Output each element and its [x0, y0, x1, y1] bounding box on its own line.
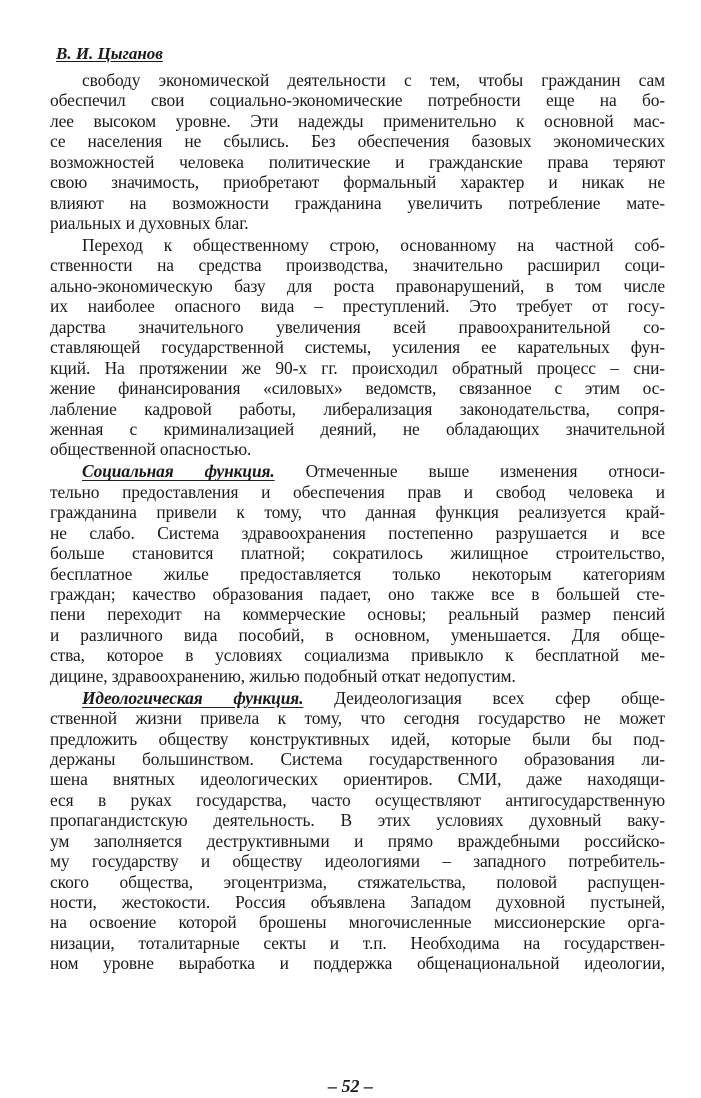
text-line: дарства значительного увеличения всей правоохранительной со- — [50, 316, 665, 337]
text-line: возможностей человека политические и гражданские права теряют — [50, 151, 665, 172]
section-heading: Идеологическая функция. — [82, 687, 304, 708]
text-line: не слабо. Система здравоохранения постепенно разрушается и все — [50, 522, 665, 543]
text-line: ства, которое в условиях социализма привыкло к бесплатной ме- — [50, 645, 665, 666]
page-body — [50, 70, 665, 975]
text-line: влияют на возможности гражданина увеличить потребление мате- — [50, 192, 665, 213]
text-line: ставляющей государственной системы, усиления ее карательных фун- — [50, 337, 665, 358]
paragraph — [50, 235, 665, 460]
text-line-rest: Отмеченные выше изменения относи- — [274, 461, 665, 482]
text-line: больше становится платной; сократилось жилищное строительство, — [50, 543, 665, 564]
text-line: се населения не сбылись. Без обеспечения базовых экономических — [50, 131, 665, 152]
text-line: ально-экономическую базу для роста правонарушений, в том числе — [50, 275, 665, 296]
text-line — [50, 461, 665, 481]
text-line — [50, 688, 665, 708]
text-line: еся в руках государства, часто осуществляют антигосударственную — [50, 789, 665, 810]
text-line: низации, тоталитарные секты и т.п. Необходима на государствен- — [50, 932, 665, 953]
text-line: риальных и духовных благ. — [50, 213, 249, 234]
text-line: шена внятных идеологических ориентиров. СМИ, даже находящи- — [50, 769, 665, 790]
text-line: женная с криминализацией деяний, не обладающих значительной — [50, 418, 665, 439]
text-line-rest: Деидеологизация всех сфер обще- — [303, 687, 665, 708]
text-line: жение финансирования «силовых» ведомств, связанное с этим ос- — [50, 378, 665, 399]
text-line: свою значимость, приобретают формальный характер и никак не — [50, 172, 665, 193]
text-line: кций. На протяжении же 90-х гг. происходил обратный процесс – сни- — [50, 357, 665, 378]
text-line: ном уровне выработка и поддержка общенациональной идеологии, — [50, 953, 665, 974]
text-line: их наиболее опасного вида – преступлений. Это требует от госу- — [50, 296, 665, 317]
text-line: пропагандистскую деятельность. В этих условиях духовный ваку- — [50, 810, 665, 831]
text-line: му государству и обществу идеологиями – западного потребитель- — [50, 851, 665, 872]
text-line: предложить обществу конструктивных идей, которые были бы под- — [50, 728, 665, 749]
text-line: держаны большинством. Система государственного образования ли- — [50, 748, 665, 769]
paragraph — [50, 688, 665, 974]
text-line: ственной жизни привела к тому, что сегодня государство не может — [50, 708, 665, 729]
text-line: Переход к общественному строю, основанному на частной соб- — [82, 235, 665, 255]
paragraph-gap — [50, 974, 665, 976]
text-line: общественной опасностью. — [50, 439, 252, 460]
text-line: обеспечил свои социально-экономические потребности еще на бо- — [50, 90, 665, 111]
text-line: дицине, здравоохранению, жилью подобный откат недопустим. — [50, 665, 516, 686]
text-line: лее высоком уровне. Эти надежды применительно к основной мас- — [50, 110, 665, 131]
text-line: бесплатное жилье предоставляется только некоторым категориям — [50, 563, 665, 584]
text-line: ности, жестокости. Россия объявлена Западом духовной пустыней, — [50, 892, 665, 912]
text-line: и различного вида пособий, в основном, уменьшается. Для обще- — [50, 624, 665, 645]
text-line: гражданина привели к тому, что данная функция реализуется край- — [50, 502, 665, 523]
text-line: ского общества, эгоцентризма, стяжательства, половой распущен- — [50, 871, 665, 892]
paragraph — [50, 461, 665, 686]
text-line: граждан; качество образования падает, оно также все в большей сте- — [50, 583, 665, 604]
text-line: ственности на средства производства, значительно расширил соци- — [50, 255, 665, 276]
text-line: тельно предоставления и обеспечения прав и свобод человека и — [50, 481, 665, 502]
section-heading: Социальная функция. — [82, 461, 275, 482]
text-line: лабление кадровой работы, либерализация законодательства, сопря- — [50, 398, 665, 419]
text-line: на освоение которой брошены многочисленные миссионерские орга- — [50, 912, 665, 933]
running-header-author: В. И. Цыганов — [56, 44, 163, 63]
text-line: ум заполняется деструктивными и прямо враждебными российско- — [50, 830, 665, 851]
page-number: – 52 – — [328, 1076, 373, 1096]
text-line: свободу экономической деятельности с тем, чтобы гражданин сам — [82, 70, 665, 90]
text-line: пени переходит на коммерческие основы; реальный размер пенсий — [50, 604, 665, 625]
paragraph — [50, 70, 665, 234]
